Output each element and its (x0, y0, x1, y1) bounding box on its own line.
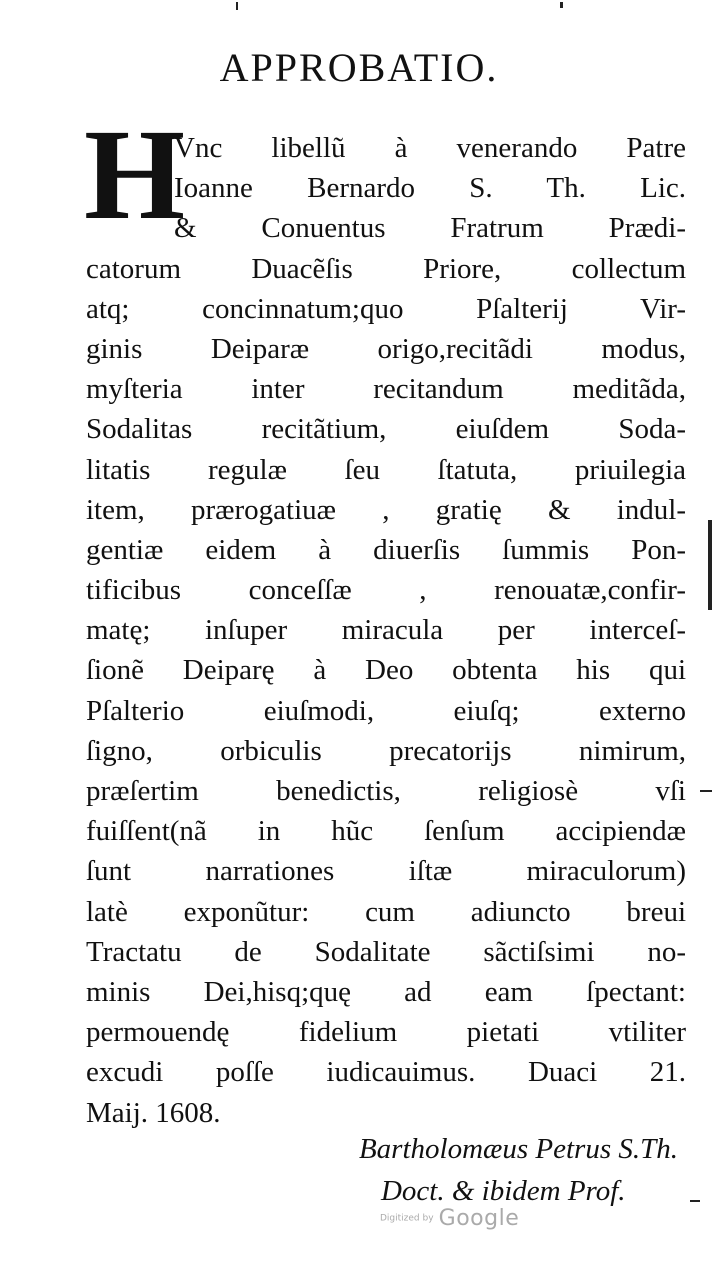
drop-cap: H (84, 103, 186, 247)
text-line: Maij. 1608. (86, 1096, 221, 1129)
text-line: ſionẽ Deiparę à Deo obtenta his qui (86, 654, 686, 687)
approbation-text (84, 103, 686, 1133)
text-line: ginis Deiparæ origo,recitãdi modus, (86, 332, 686, 365)
text-line: Sodalitas recitãtium, eiuſdem Soda- (86, 413, 686, 446)
text-line: catorum Duacẽſis Priore, collectum (86, 252, 686, 285)
text-line: Vnc libellũ à venerando Patre (174, 132, 686, 164)
text-line: myſteria inter recitandum meditãda, (86, 373, 686, 406)
page-title: APPROBATIO. (219, 45, 499, 90)
digitized-watermark (380, 1206, 519, 1231)
text-line: præſertim benedictis, religiosè vſi (86, 775, 686, 807)
text-line: & Conuentus Fratrum Prædi- (174, 212, 686, 245)
text-line: latè exponũtur: cum adiuncto breui (86, 895, 686, 928)
scan-edge-mark (700, 790, 712, 792)
signature-block (359, 1128, 678, 1212)
signature-name: Bartholomæus Petrus S.Th. (358, 1133, 678, 1165)
text-line: item, prærogatiuæ , gratię & indul- (86, 493, 686, 526)
text-line: Ioanne Bernardo S. Th. Lic. (174, 172, 686, 205)
watermark-caption: Digitized by (380, 1213, 434, 1224)
text-line: Tractatu de Sodalitate sãctiſsimi no- (86, 935, 686, 968)
text-line: excudi poſſe iudicauimus. Duaci 21. (86, 1056, 686, 1089)
text-line: gentiæ eidem à diuerſis ſummis Pon- (86, 533, 686, 566)
text-line: permouendę fidelium pietati vtiliter (86, 1016, 686, 1049)
text-line: Pſalterio eiuſmodi, eiuſq; externo (86, 694, 686, 727)
text-line: ſunt narrationes iſtæ miraculorum) (86, 855, 686, 888)
text-line: tificibus conceſſæ , renouatæ,confir- (86, 574, 686, 607)
scan-edge-mark (708, 520, 712, 610)
scan-edge-mark (690, 1200, 700, 1202)
text-line: litatis regulæ ſeu ſtatuta, priuilegia (86, 453, 686, 486)
google-logo: Google (438, 1206, 520, 1231)
text-line: atq; concinnatum;quo Pſalterij Vir- (86, 292, 686, 325)
text-line: minis Dei,hisq;quę ad eam ſpectant: (86, 975, 686, 1008)
text-line: ſigno, orbiculis precatorijs nimirum, (86, 734, 686, 767)
text-line: matę; inſuper miracula per interceſ- (86, 614, 686, 647)
scan-edge-mark (560, 2, 563, 8)
signature-title: Doct. & ibidem Prof. (380, 1175, 626, 1207)
scan-edge-mark (236, 2, 238, 10)
text-line: fuiſſent(nã in hũc ſenſum accipiendæ (86, 815, 686, 848)
